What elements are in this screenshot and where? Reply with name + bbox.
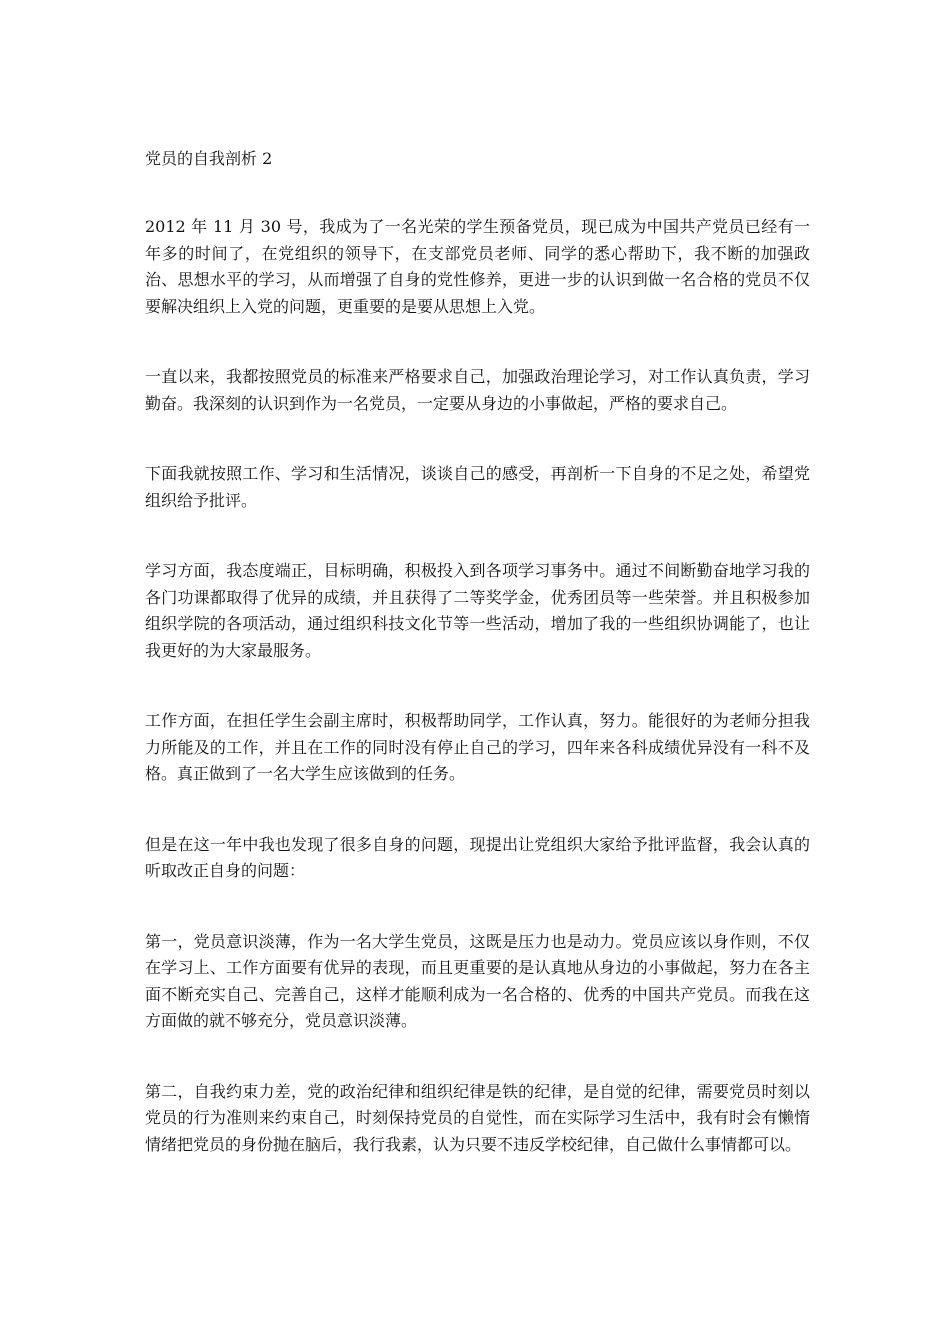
paragraph-1: 2012 年 11 月 30 号，我成为了一名光荣的学生预备党员，现已成为中国共产党员已经有一年多的时间了，在党组织的领导下，在支部党员老师、同学的悉心帮助下，我不断的加强政治、思想水平的学习，从而增强了自身的党性修养，更进一步的认识到做一名合格的党员不仅要解决组织上入党的问题，更重要的是要从思想上入党。 xyxy=(145,217,810,316)
paragraph-6: 但是在这一年中我也发现了很多自身的问题，现提出让党组织大家给予批评监督，我会认真的听取改正自身的问题： xyxy=(145,834,810,880)
paragraph-3: 下面我就按照工作、学习和生活情况，谈谈自己的感受，再剖析一下自身的不足之处，希望党组织给予批评。 xyxy=(145,464,810,510)
paragraph-5: 工作方面，在担任学生会副主席时，积极帮助同学，工作认真，努力。能很好的为老师分担我力所能及的工作，并且在工作的同时没有停止自己的学习，四年来各科成绩优异没有一科不及格。真正做到了一名大学生应该做到的任务。 xyxy=(145,711,810,783)
document-title: 党员的自我剖析 2 xyxy=(145,149,273,168)
paragraph-2: 一直以来，我都按照党员的标准来严格要求自己，加强政治理论学习，对工作认真负责，学习勤奋。我深刻的认识到作为一名党员，一定要从身边的小事做起，严格的要求自己。 xyxy=(145,367,810,413)
paragraph-4: 学习方面，我态度端正，目标明确，积极投入到各项学习事务中。通过不间断勤奋地学习我的各门功课都取得了优异的成绩，并且获得了二等奖学金，优秀团员等一些荣誉。并且积极参加组织学院的各项活动，通过组织科技文化节等一些活动，增加了我的一些组织协调能了，也让我更好的为大家最服务。 xyxy=(145,561,810,660)
paragraph-7: 第一，党员意识淡薄，作为一名大学生党员，这既是压力也是动力。党员应该以身作则，不仅在学习上、工作方面要有优异的表现，而且更重要的是认真地从身边的小事做起，努力在各主面不断充实自己、完善自己，这样才能顺利成为一名合格的、优秀的中国共产党员。而我在这方面做的就不够充分，党员意识淡薄。 xyxy=(145,931,810,1030)
paragraph-8: 第二，自我约束力差，党的政治纪律和组织纪律是铁的纪律，是自觉的纪律，需要党员时刻以党员的行为准则来约束自己，时刻保持党员的自觉性，而在实际学习生活中，我有时会有懒惰情绪把党员的身份抛在脑后，我行我素，认为只要不违反学校纪律，自己做什么事情都可以。 xyxy=(145,1081,810,1154)
